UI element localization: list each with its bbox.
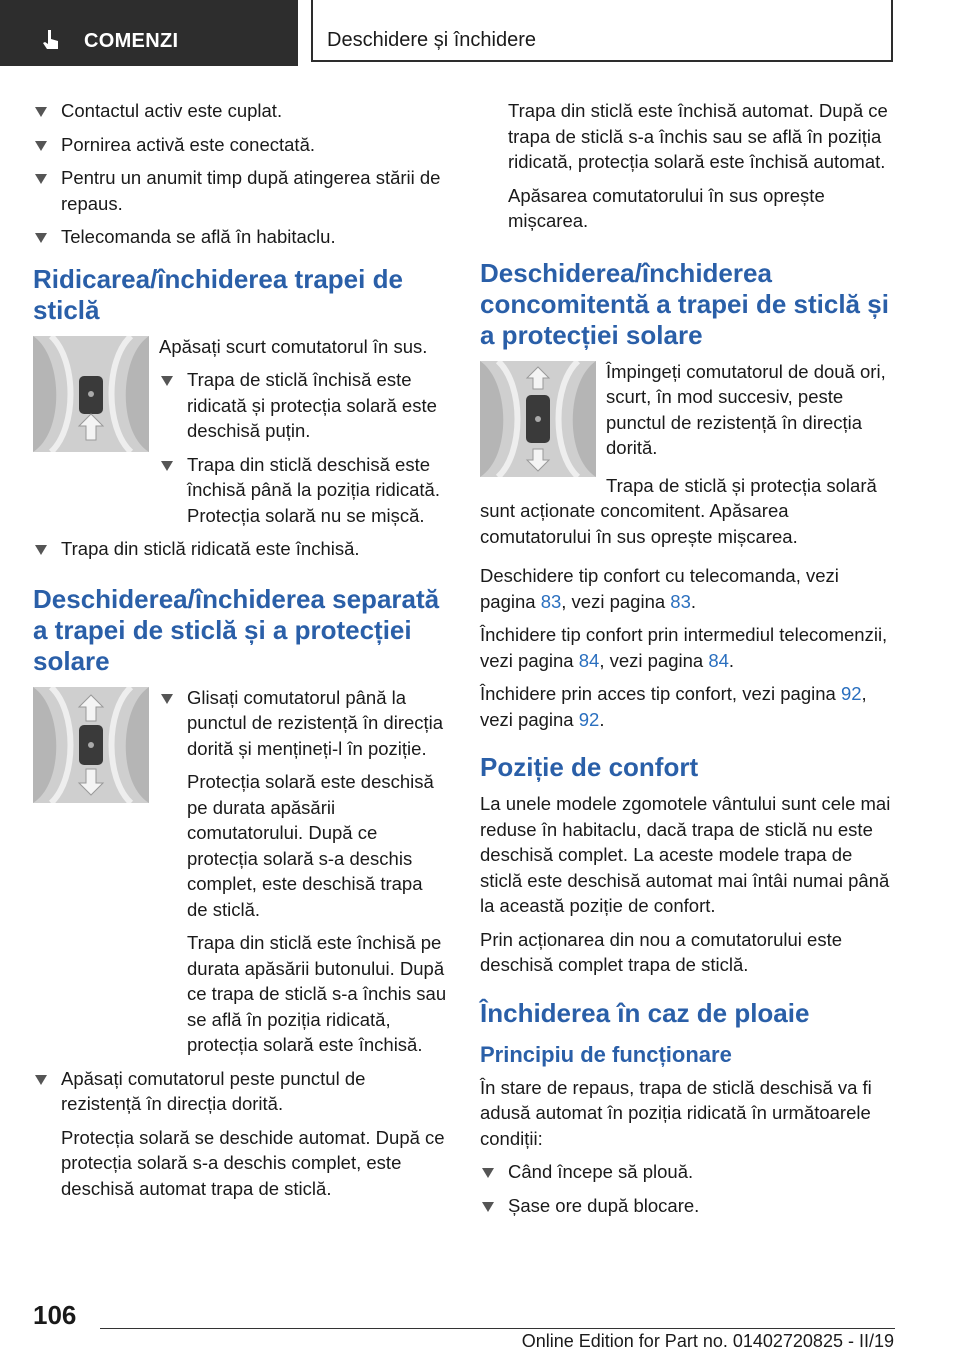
bullet-triangle-icon <box>161 694 173 704</box>
hand-pointer-icon <box>40 28 64 52</box>
bullet-triangle-icon <box>35 233 47 243</box>
right-column <box>480 98 896 1226</box>
page-number: 106 <box>33 1300 77 1330</box>
reference-text: Închidere prin acces tip confort, vezi pagina <box>480 683 841 704</box>
list-item-text: Telecomanda se află în habitaclu. <box>61 226 336 247</box>
page-link[interactable]: 84 <box>578 649 600 671</box>
confort-paragraph: La unele modele zgomotele vântului sunt cele mai reduse în habitaclu, dacă trapa de sticlă nu este deschisă complet. La aceste modele trapa de sticlă este deschisă automat mai întâi numai până la această poziție de confort. <box>480 793 891 916</box>
reference-text: Închidere tip confort prin intermediul telecomenzii, vezi pagina <box>480 624 888 671</box>
footer-divider <box>100 1328 895 1329</box>
reference-text: , vezi pagina <box>599 649 709 671</box>
page-link[interactable]: 84 <box>708 649 729 671</box>
list-item-text: Trapa din sticlă ridicată este închisă. <box>61 538 360 559</box>
ridicare-intro: Apăsați scurt comutatorul în sus. <box>159 335 428 357</box>
concomitenta-text: Împingeți comutatorul de două ori, scurt, în mod succesiv, peste punctul de rezistență în direcția dorită. <box>606 360 886 458</box>
reference-text: . <box>599 708 605 730</box>
page-header <box>0 0 960 66</box>
section-title-box <box>311 0 893 62</box>
reference-paragraph <box>480 563 896 614</box>
list-item-text: Pentru un anumit timp după atingerea stării de repaus. <box>61 167 441 214</box>
list-item <box>33 132 448 158</box>
list-item <box>480 1159 896 1185</box>
bullet-triangle-icon <box>35 107 47 117</box>
heading-separata: Deschiderea/închiderea separată a trapei de sticlă și a protecției solare <box>33 583 440 676</box>
heading-ridicare: Ridicarea/închiderea trapei de sticlă <box>33 263 403 325</box>
edition-label: Online Edition for Part no. 01402720825 - II/19 <box>521 1331 894 1351</box>
concomitenta-block <box>480 359 896 477</box>
chapter-tab-label: COMENZI <box>84 30 179 52</box>
list-item-text: Glisați comutatorul până la punctul de rezistență în direcția dorită și mențineți-l în poziție. <box>187 686 444 759</box>
separata-paragraph: Protecția solară este deschisă pe durata apăsării comutatorului. După ce protecția solară s-a deschis complet, este deschisă trapa de sticlă. <box>187 771 434 920</box>
page-link[interactable]: 92 <box>578 708 600 730</box>
ridicare-block <box>33 334 448 537</box>
bullet-triangle-icon <box>35 174 47 184</box>
list-item-text: Când începe să plouă. <box>508 1161 694 1182</box>
reference-text: , vezi pagina <box>480 683 867 730</box>
heading-principiu: Principiu de funcționare <box>480 1041 732 1067</box>
bullet-triangle-icon <box>35 545 47 555</box>
list-item <box>480 1193 896 1219</box>
list-item <box>33 536 448 562</box>
heading-confort: Poziție de confort <box>480 752 699 782</box>
list-item-text: Apăsați comutatorul peste punctul de rezistență în direcția dorită. <box>61 1067 366 1114</box>
switch-up-illustration <box>33 336 149 452</box>
concomitenta-text: Trapa de sticlă și protecția solară sunt acționate concomitent. Apăsarea comutatorului în sus oprește mișcarea. <box>480 474 877 547</box>
reference-paragraph <box>480 622 896 673</box>
list-item <box>159 452 448 529</box>
list-item-text: Trapa din sticlă deschisă este închisă până la poziția ridicată. Protecția solară nu se mișcă. <box>187 453 440 526</box>
bullet-triangle-icon <box>35 141 47 151</box>
bullet-triangle-icon <box>161 461 173 471</box>
list-item-text: Șase ore după blocare. <box>508 1194 700 1216</box>
reference-paragraph <box>480 681 896 732</box>
separata-paragraph: Protecția solară se deschide automat. După ce protecția solară s-a deschis complet, este deschisă automat trapa de sticlă. <box>61 1126 445 1199</box>
confort-paragraph: Prin acționarea din nou a comutatorului este deschisă complet trapa de sticlă. <box>480 928 842 975</box>
heading-ploaie: Închiderea în caz de ploaie <box>480 997 810 1028</box>
continued-paragraph: Apăsarea comutatorului în sus oprește mișcarea. <box>508 184 825 231</box>
principiu-paragraph: În stare de repaus, trapa de sticlă deschisă va fi adusă automat în poziția ridicată în următoarele condiții: <box>480 1076 872 1149</box>
chapter-tab[interactable] <box>0 0 298 66</box>
reference-text: Deschidere tip confort cu telecomanda, vezi pagina <box>480 565 839 612</box>
page-link[interactable]: 92 <box>840 683 862 704</box>
heading-concomitenta: Deschiderea/închiderea concomitentă a trapei de sticlă și a protecției solare <box>480 257 889 350</box>
bullet-triangle-icon <box>482 1202 494 1212</box>
separata-block <box>33 685 448 1066</box>
bullet-triangle-icon <box>482 1168 494 1178</box>
list-item <box>33 224 448 250</box>
list-item <box>33 1066 448 1117</box>
list-item <box>159 367 448 444</box>
switch-updown-illustration <box>480 361 596 477</box>
page-link[interactable]: 83 <box>670 590 691 612</box>
bullet-triangle-icon <box>161 376 173 386</box>
list-item-text: Pornirea activă este conectată. <box>61 133 316 155</box>
page-link[interactable]: 83 <box>540 590 562 612</box>
switch-updown-illustration <box>33 687 149 803</box>
reference-text: . <box>690 590 697 612</box>
list-item-text: Trapa de sticlă închisă este ridicată și protecția solară este deschisă puțin. <box>187 369 437 441</box>
reference-text: , vezi pagina <box>561 590 671 612</box>
continued-paragraph: Trapa din sticlă este închisă automat. După ce trapa de sticlă s-a închis sau se află în poziția ridicată, protecția solară este închisă automat. <box>508 100 888 172</box>
left-column <box>33 98 448 1209</box>
bullet-triangle-icon <box>35 1075 47 1085</box>
separata-paragraph: Trapa din sticlă este închisă pe durata apăsării butonului. După ce trapa de sticlă s-a închis sau se află în poziția ridicată, protecția solară este închisă. <box>187 932 447 1055</box>
list-item <box>33 98 448 124</box>
list-item <box>159 685 448 762</box>
reference-text: . <box>728 649 735 671</box>
section-title: Deschidere și închidere <box>327 29 536 51</box>
list-item <box>33 165 448 216</box>
list-item-text: Contactul activ este cuplat. <box>61 100 283 121</box>
